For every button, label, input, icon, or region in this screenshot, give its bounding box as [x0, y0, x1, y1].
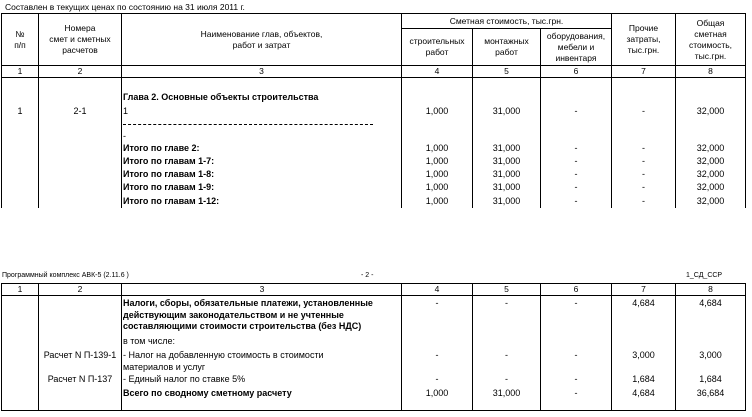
column-number: 1 — [2, 284, 39, 296]
grand-total-label: Всего по сводному сметному расчету — [122, 386, 402, 400]
total-cost: 1,684 — [676, 373, 746, 386]
empty-cell — [39, 400, 122, 410]
mount-cost: 31,000 — [473, 386, 541, 400]
empty-cell — [2, 118, 39, 130]
column-number: 5 — [473, 284, 541, 296]
empty-cell — [2, 130, 39, 142]
table-row — [2, 104, 746, 118]
equipment-cost: - — [541, 181, 612, 194]
header-row-number — [2, 14, 39, 66]
empty-cell — [2, 168, 39, 181]
empty-cell — [39, 194, 122, 208]
column-number: 6 — [541, 66, 612, 78]
chapter-title: Глава 2. Основные объекты строительства — [122, 91, 402, 104]
empty-cell — [473, 130, 541, 142]
total-row — [2, 181, 746, 194]
mount-cost: 31,000 — [473, 142, 541, 155]
footer-document-code: 1_СД_ССР — [686, 272, 723, 279]
estimate-number: 2-1 — [39, 104, 122, 118]
equipment-cost: - — [541, 296, 612, 334]
empty-cell — [39, 296, 122, 334]
estimate-number: Расчет N П-139-1 — [39, 348, 122, 373]
empty-cell — [473, 118, 541, 130]
header-item-name — [122, 14, 402, 66]
equipment-cost: - — [541, 168, 612, 181]
empty-cell — [402, 91, 473, 104]
header-cost-group-label: Сметная стоимость, тыс.грн. — [449, 15, 564, 26]
header-cost-group — [402, 14, 612, 29]
empty-cell — [676, 78, 746, 91]
taxes-row — [2, 296, 746, 334]
item-name: - Налог на добавленную стоимость в стоимости материалов и услуг — [122, 348, 402, 373]
total-cost: 3,000 — [676, 348, 746, 373]
empty-cell — [2, 386, 39, 400]
equipment-cost: - — [541, 155, 612, 168]
column-number: 5 — [473, 66, 541, 78]
empty-cell — [612, 91, 676, 104]
footer-program-name: Программный комплекс АВК-5 (2.11.6 ) — [2, 272, 129, 279]
header-row-number-label: № п/п — [14, 28, 26, 50]
empty-cell — [2, 334, 39, 348]
empty-cell — [39, 386, 122, 400]
other-cost: - — [612, 168, 676, 181]
empty-cell — [676, 118, 746, 130]
empty-cell — [2, 91, 39, 104]
header-build-works-label: строительных работ — [409, 36, 465, 57]
header-build-works — [402, 29, 473, 66]
empty-cell — [39, 181, 122, 194]
empty-cell — [2, 155, 39, 168]
empty-cell — [612, 400, 676, 410]
other-cost: - — [612, 142, 676, 155]
mount-cost: - — [473, 348, 541, 373]
column-number: 6 — [541, 284, 612, 296]
empty-cell — [676, 400, 746, 410]
empty-cell — [39, 91, 122, 104]
dashed-separator — [123, 124, 373, 125]
column-number: 3 — [122, 66, 402, 78]
other-cost: - — [612, 181, 676, 194]
empty-cell — [402, 130, 473, 142]
empty-cell — [473, 334, 541, 348]
including-row — [2, 334, 746, 348]
column-number: 8 — [676, 284, 746, 296]
header-equipment-label: оборудования, мебели и инвентаря — [546, 30, 606, 63]
build-cost: 1,000 — [402, 181, 473, 194]
table-row — [2, 348, 746, 373]
separator-cell — [122, 118, 402, 130]
empty-cell — [612, 334, 676, 348]
header-other-costs — [612, 14, 676, 66]
spacer-row — [2, 78, 746, 91]
build-cost: 1,000 — [402, 155, 473, 168]
including-label: в том числе: — [122, 334, 402, 348]
total-row — [2, 194, 746, 208]
empty-cell — [612, 78, 676, 91]
equipment-cost: - — [541, 104, 612, 118]
header-mount-works-label: монтажных работ — [484, 36, 529, 57]
empty-cell — [676, 91, 746, 104]
document-date-note: Составлен в текущих ценах по состоянию на 31 июля 2011 г. — [5, 2, 245, 12]
empty-cell — [2, 373, 39, 386]
mount-cost: - — [473, 373, 541, 386]
spacer-row — [2, 400, 746, 410]
empty-cell — [39, 130, 122, 142]
empty-cell — [473, 400, 541, 410]
mount-cost: 31,000 — [473, 104, 541, 118]
mount-cost: 31,000 — [473, 194, 541, 208]
empty-cell — [2, 78, 39, 91]
equipment-cost: - — [541, 348, 612, 373]
build-cost: 1,000 — [402, 194, 473, 208]
other-cost: 3,000 — [612, 348, 676, 373]
dash-mark: - — [122, 130, 402, 142]
total-cost: 32,000 — [676, 181, 746, 194]
empty-cell — [2, 142, 39, 155]
total-cost: 36,684 — [676, 386, 746, 400]
build-cost: - — [402, 373, 473, 386]
dash-row — [2, 130, 746, 142]
empty-cell — [2, 194, 39, 208]
empty-cell — [39, 78, 122, 91]
build-cost: 1,000 — [402, 104, 473, 118]
other-cost: 1,684 — [612, 373, 676, 386]
total-label: Итого по главам 1-9: — [122, 181, 402, 194]
total-row — [2, 168, 746, 181]
build-cost: 1,000 — [402, 386, 473, 400]
footer-page-number: - 2 - — [361, 272, 374, 279]
empty-cell — [541, 400, 612, 410]
empty-cell — [541, 334, 612, 348]
total-cost: 4,684 — [676, 296, 746, 334]
other-cost: 4,684 — [612, 386, 676, 400]
empty-cell — [2, 181, 39, 194]
column-number: 3 — [122, 284, 402, 296]
separator-row — [2, 118, 746, 130]
total-label: Итого по главам 1-12: — [122, 194, 402, 208]
total-cost: 32,000 — [676, 104, 746, 118]
equipment-cost: - — [541, 386, 612, 400]
equipment-cost: - — [541, 194, 612, 208]
header-total-cost — [676, 14, 746, 66]
mount-cost: 31,000 — [473, 168, 541, 181]
item-name: 1 — [122, 104, 402, 118]
empty-cell — [39, 334, 122, 348]
empty-cell — [612, 130, 676, 142]
total-cost: 32,000 — [676, 142, 746, 155]
empty-cell — [402, 118, 473, 130]
estimate-table-body-page1 — [1, 78, 746, 208]
column-number: 1 — [2, 66, 39, 78]
column-number: 4 — [402, 284, 473, 296]
other-cost: - — [612, 104, 676, 118]
header-equipment — [541, 29, 612, 66]
grand-total-row — [2, 386, 746, 400]
build-cost: - — [402, 348, 473, 373]
empty-cell — [473, 78, 541, 91]
total-row — [2, 142, 746, 155]
empty-cell — [2, 400, 39, 410]
empty-cell — [39, 142, 122, 155]
total-cost: 32,000 — [676, 168, 746, 181]
column-number: 2 — [39, 284, 122, 296]
estimate-table-page2 — [1, 283, 746, 411]
other-cost: - — [612, 155, 676, 168]
empty-cell — [39, 155, 122, 168]
header-other-costs-label: Прочие затраты, тыс.грн. — [626, 23, 661, 55]
empty-cell — [39, 168, 122, 181]
total-cost: 32,000 — [676, 155, 746, 168]
estimate-table-header — [1, 13, 746, 78]
empty-cell — [2, 348, 39, 373]
item-name: - Единый налог по ставке 5% — [122, 373, 402, 386]
empty-cell — [402, 78, 473, 91]
column-number: 8 — [676, 66, 746, 78]
equipment-cost: - — [541, 142, 612, 155]
equipment-cost: - — [541, 373, 612, 386]
empty-cell — [402, 334, 473, 348]
row-number: 1 — [2, 104, 39, 118]
taxes-label: Налоги, сборы, обязательные платежи, установленные действующим законодательством и не учтенные составляющими стоимости строительства (без НДС) — [122, 296, 402, 334]
column-number: 7 — [612, 284, 676, 296]
column-number-row — [2, 284, 746, 296]
empty-cell — [2, 296, 39, 334]
header-mount-works — [473, 29, 541, 66]
empty-cell — [39, 118, 122, 130]
header-estimate-numbers-label: Номера смет и сметных расчетов — [49, 23, 111, 55]
total-cost: 32,000 — [676, 194, 746, 208]
table-row — [2, 373, 746, 386]
empty-cell — [541, 78, 612, 91]
empty-cell — [676, 334, 746, 348]
other-cost: 4,684 — [612, 296, 676, 334]
empty-cell — [122, 78, 402, 91]
header-estimate-numbers — [39, 14, 122, 66]
chapter-row — [2, 91, 746, 104]
empty-cell — [541, 118, 612, 130]
empty-cell — [676, 130, 746, 142]
build-cost: - — [402, 296, 473, 334]
total-label: Итого по главе 2: — [122, 142, 402, 155]
column-number: 2 — [39, 66, 122, 78]
mount-cost: 31,000 — [473, 181, 541, 194]
build-cost: 1,000 — [402, 168, 473, 181]
empty-cell — [122, 400, 402, 410]
other-cost: - — [612, 194, 676, 208]
total-row — [2, 155, 746, 168]
estimate-number: Расчет N П-137 — [39, 373, 122, 386]
header-total-cost-label: Общая сметная стоимость, тыс.грн. — [688, 17, 733, 61]
header-item-name-label: Наименование глав, объектов, работ и затрат — [200, 28, 323, 50]
column-number: 4 — [402, 66, 473, 78]
mount-cost: 31,000 — [473, 155, 541, 168]
empty-cell — [541, 91, 612, 104]
empty-cell — [473, 91, 541, 104]
empty-cell — [402, 400, 473, 410]
total-label: Итого по главам 1-8: — [122, 168, 402, 181]
build-cost: 1,000 — [402, 142, 473, 155]
mount-cost: - — [473, 296, 541, 334]
empty-cell — [612, 118, 676, 130]
empty-cell — [541, 130, 612, 142]
total-label: Итого по главам 1-7: — [122, 155, 402, 168]
column-number: 7 — [612, 66, 676, 78]
